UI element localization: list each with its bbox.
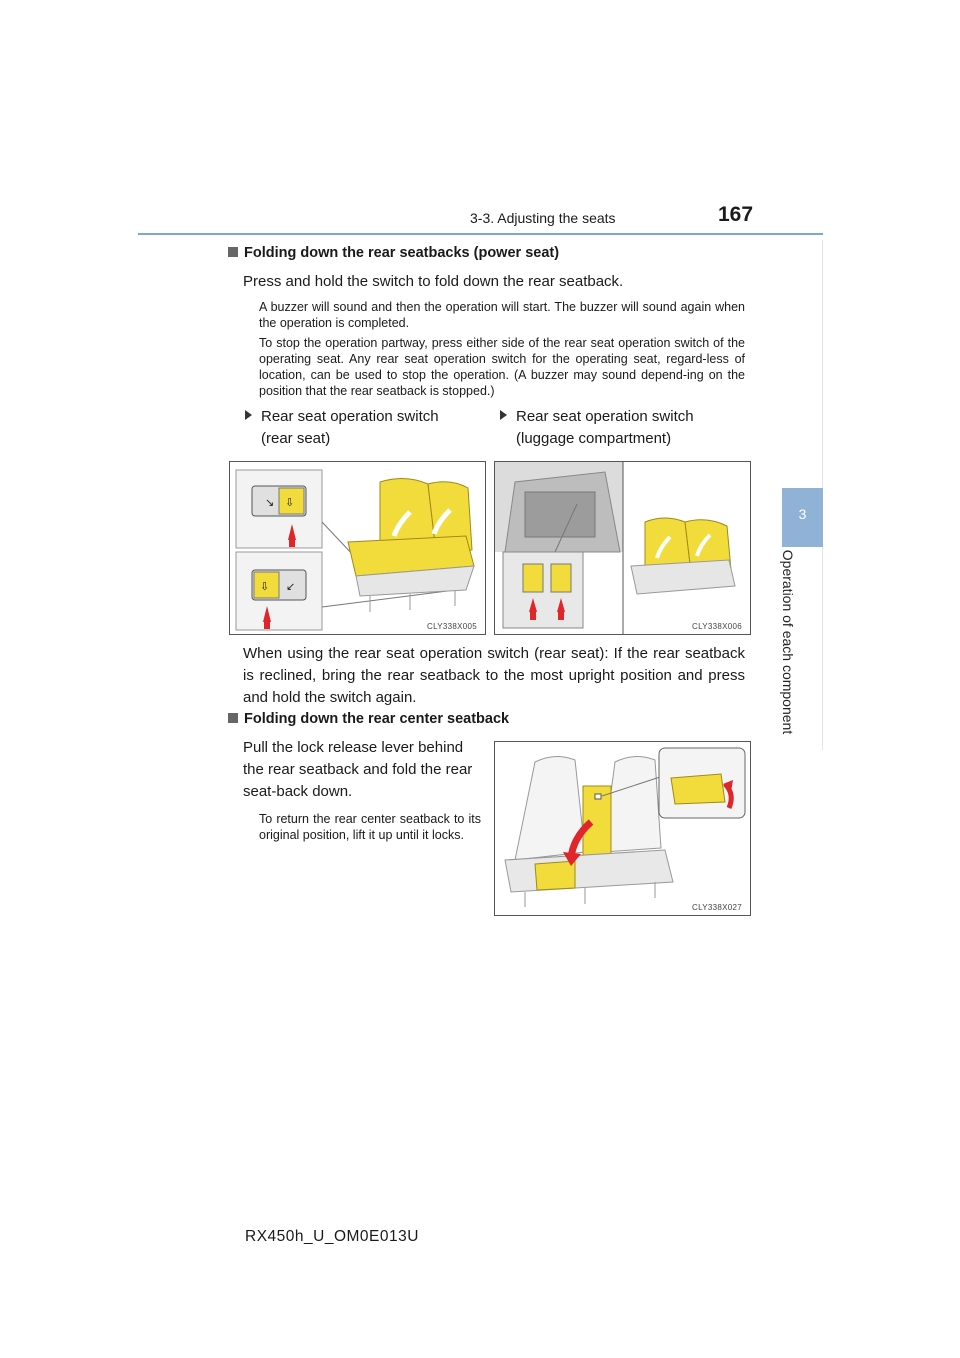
section1-after-text: When using the rear seat operation switch (rear seat): If the rear seatback is reclined, bring the rear seatback to the most upright position and press and hold the switch again. — [243, 645, 745, 706]
figure-code: CLY338X027 — [692, 903, 742, 912]
section2-note: To return the rear center seatback to its original position, lift it up until it locks. — [259, 812, 481, 842]
section1-intro: Press and hold the switch to fold down the rear seatback. — [243, 273, 624, 290]
chapter-label: Operation of each component — [780, 549, 796, 735]
figure-rear-seat-switch — [229, 461, 486, 635]
section-title: 3-3. Adjusting the seats — [470, 210, 616, 226]
svg-text:↘: ↘ — [265, 496, 275, 509]
square-bullet-icon — [228, 247, 238, 257]
figure-luggage-switch — [494, 461, 751, 635]
section2-heading: Folding down the rear center seatback — [228, 711, 509, 727]
page-number: 167 — [718, 203, 754, 226]
rear-seat-switch-illustration — [230, 462, 485, 634]
triangle-bullet-icon — [500, 410, 507, 420]
figure-center-seatback — [494, 741, 751, 916]
svg-text:⇩: ⇩ — [260, 580, 270, 593]
section2-body: Pull the lock release lever behind the rear seatback and fold the rear seat-back down. — [243, 739, 473, 800]
subhead-luggage-switch: Rear seat operation switch (luggage compartment) — [500, 406, 694, 450]
figure-code: CLY338X006 — [692, 622, 742, 631]
svg-text:↙: ↙ — [286, 580, 296, 593]
section1-note-2: To stop the operation partway, press either side of the rear seat operation switch of the operating seat. Any rear seat operation switch for the operating seat, regard-less of location, can be used to stop the operation. (A buzzer may sound depend-ing on the position that the rear seatback is stopped.) — [259, 336, 745, 398]
figure-code: CLY338X005 — [427, 622, 477, 631]
square-bullet-icon — [228, 713, 238, 723]
section1-heading: Folding down the rear seatbacks (power seat) — [228, 245, 559, 261]
document-code: RX450h_U_OM0E013U — [245, 1228, 419, 1245]
triangle-bullet-icon — [245, 410, 252, 420]
svg-text:⇩: ⇩ — [285, 496, 295, 509]
luggage-switch-illustration — [495, 462, 750, 634]
subhead-rear-seat-switch: Rear seat operation switch (rear seat) — [245, 406, 439, 450]
header-rule — [138, 233, 823, 235]
center-seatback-illustration — [495, 742, 750, 915]
section1-note-1: A buzzer will sound and then the operation will start. The buzzer will sound again when the operation is completed. — [259, 300, 745, 330]
chapter-number: 3 — [798, 506, 807, 522]
